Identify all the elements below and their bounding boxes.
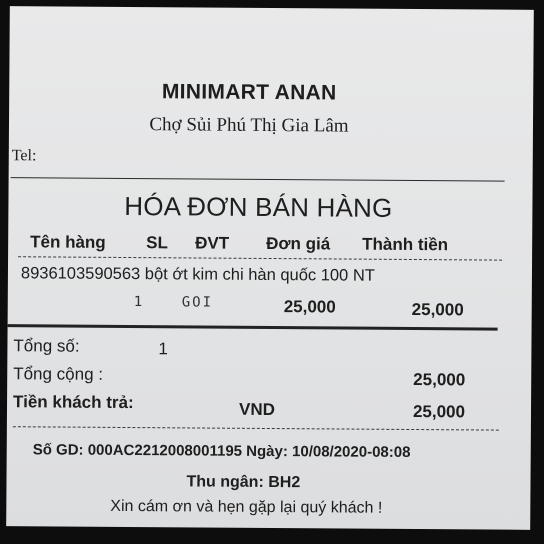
paid-label: Tiền khách trả:	[12, 392, 134, 413]
item-amount: 25,000	[411, 299, 464, 320]
store-name: MINIMART ANAN	[161, 80, 337, 105]
total-qty-label: Tổng số:	[13, 336, 80, 356]
item-unit: GOI	[181, 294, 214, 311]
item-description: 8936103590563 bột ớt kim chi hàn quốc 100 NT	[20, 264, 375, 285]
paid-value: 25,000	[412, 402, 466, 422]
column-header-price: Đơn giá	[266, 233, 331, 254]
column-header-name: Tên hàng	[30, 232, 106, 252]
column-header-total: Thành tiền	[362, 234, 449, 255]
currency-label: VND	[238, 399, 275, 420]
divider-summary	[13, 426, 499, 430]
thank-you-message: Xin cám ơn và hẹn gặp lại quý khách !	[110, 497, 383, 517]
divider-items	[8, 324, 498, 330]
divider-header	[18, 256, 502, 260]
divider-top	[11, 177, 505, 181]
cashier-info: Thu ngân: BH2	[186, 473, 301, 492]
grand-total-value: 25,000	[413, 370, 466, 390]
tel-label: Tel:	[11, 147, 37, 165]
invoice-title: HÓA ĐƠN BÁN HÀNG	[124, 190, 393, 223]
column-header-unit: ĐVT	[195, 233, 230, 253]
column-header-qty: SL	[146, 233, 168, 253]
receipt	[6, 6, 534, 530]
grand-total-label: Tổng cộng :	[13, 364, 104, 384]
store-address: Chợ Sủi Phú Thị Gia Lâm	[149, 114, 349, 137]
total-qty-value: 1	[158, 339, 168, 359]
item-qty: 1	[133, 294, 143, 311]
item-price: 25,000	[283, 297, 336, 317]
transaction-info: Số GD: 000AC2212008001195 Ngày: 10/08/2020-08:08	[32, 441, 411, 461]
